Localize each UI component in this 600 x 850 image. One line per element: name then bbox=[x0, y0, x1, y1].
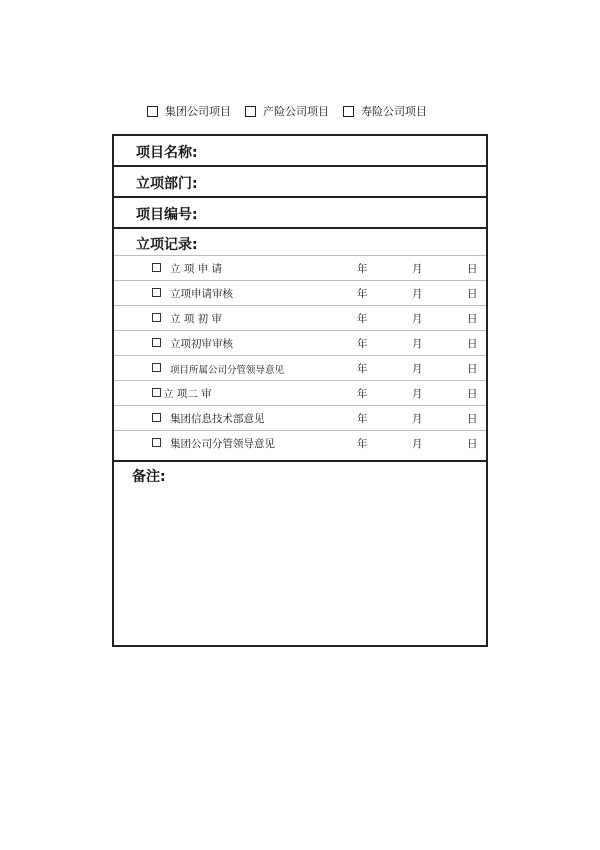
category-selector bbox=[147, 101, 441, 121]
date-day: 日 bbox=[467, 288, 478, 300]
category-life[interactable] bbox=[343, 103, 427, 119]
date-day: 日 bbox=[467, 338, 478, 350]
checkbox-icon[interactable] bbox=[152, 313, 161, 322]
category-label: 产险公司项目 bbox=[263, 105, 329, 118]
date-year: 年 bbox=[357, 438, 368, 450]
records-label: 立项记录: bbox=[136, 237, 198, 253]
checkbox-icon[interactable] bbox=[147, 106, 158, 117]
department-label: 立项部门: bbox=[136, 176, 198, 192]
category-property[interactable] bbox=[245, 103, 329, 119]
date-day: 日 bbox=[467, 363, 478, 375]
project-name-row[interactable] bbox=[114, 136, 486, 167]
date-day: 日 bbox=[467, 388, 478, 400]
record-label: 立 项 初 审 bbox=[170, 313, 223, 325]
date-year: 年 bbox=[357, 263, 368, 275]
date-year: 年 bbox=[357, 363, 368, 375]
record-row bbox=[114, 331, 486, 356]
date-month: 月 bbox=[412, 288, 423, 300]
record-label: 立项申请审核 bbox=[170, 288, 233, 300]
date-day: 日 bbox=[467, 438, 478, 450]
record-label: 项目所属公司分管领导意见 bbox=[170, 365, 285, 376]
date-year: 年 bbox=[357, 288, 368, 300]
record-row bbox=[114, 406, 486, 431]
checkbox-icon[interactable] bbox=[152, 363, 161, 372]
project-number-row[interactable] bbox=[114, 198, 486, 229]
date-month: 月 bbox=[412, 388, 423, 400]
category-label: 集团公司项目 bbox=[165, 105, 231, 118]
date-month: 月 bbox=[412, 438, 423, 450]
date-year: 年 bbox=[357, 413, 368, 425]
date-year: 年 bbox=[357, 313, 368, 325]
project-form bbox=[112, 134, 488, 647]
date-month: 月 bbox=[412, 263, 423, 275]
date-month: 月 bbox=[412, 338, 423, 350]
checkbox-icon[interactable] bbox=[152, 288, 161, 297]
date-month: 月 bbox=[412, 313, 423, 325]
checkbox-icon[interactable] bbox=[343, 106, 354, 117]
record-row bbox=[114, 281, 486, 306]
date-year: 年 bbox=[357, 338, 368, 350]
record-row bbox=[114, 256, 486, 281]
date-month: 月 bbox=[412, 413, 423, 425]
notes-label: 备注: bbox=[132, 469, 166, 485]
record-label: 立 项 申 请 bbox=[170, 263, 223, 275]
project-number-label: 项目编号: bbox=[136, 207, 198, 223]
checkbox-icon[interactable] bbox=[245, 106, 256, 117]
date-day: 日 bbox=[467, 413, 478, 425]
category-group[interactable] bbox=[147, 103, 231, 119]
category-label: 寿险公司项目 bbox=[361, 105, 427, 118]
checkbox-icon[interactable] bbox=[152, 263, 161, 272]
checkbox-icon[interactable] bbox=[152, 438, 161, 447]
record-label: 集团信息技术部意见 bbox=[170, 413, 265, 425]
record-row bbox=[114, 431, 486, 458]
project-name-label: 项目名称: bbox=[136, 145, 198, 161]
date-day: 日 bbox=[467, 263, 478, 275]
record-label: 集团公司分管领导意见 bbox=[170, 438, 275, 450]
date-year: 年 bbox=[357, 388, 368, 400]
record-row bbox=[114, 356, 486, 381]
department-row[interactable] bbox=[114, 167, 486, 198]
checkbox-icon[interactable] bbox=[152, 413, 161, 422]
date-day: 日 bbox=[467, 313, 478, 325]
checkbox-icon[interactable] bbox=[152, 388, 161, 397]
record-row bbox=[114, 306, 486, 331]
record-row bbox=[114, 381, 486, 406]
date-month: 月 bbox=[412, 363, 423, 375]
notes-section[interactable] bbox=[114, 460, 486, 645]
checkbox-icon[interactable] bbox=[152, 338, 161, 347]
record-label: 立 项二 审 bbox=[163, 388, 212, 400]
record-label: 立项初审审核 bbox=[170, 338, 233, 350]
records-header-row bbox=[114, 229, 486, 256]
